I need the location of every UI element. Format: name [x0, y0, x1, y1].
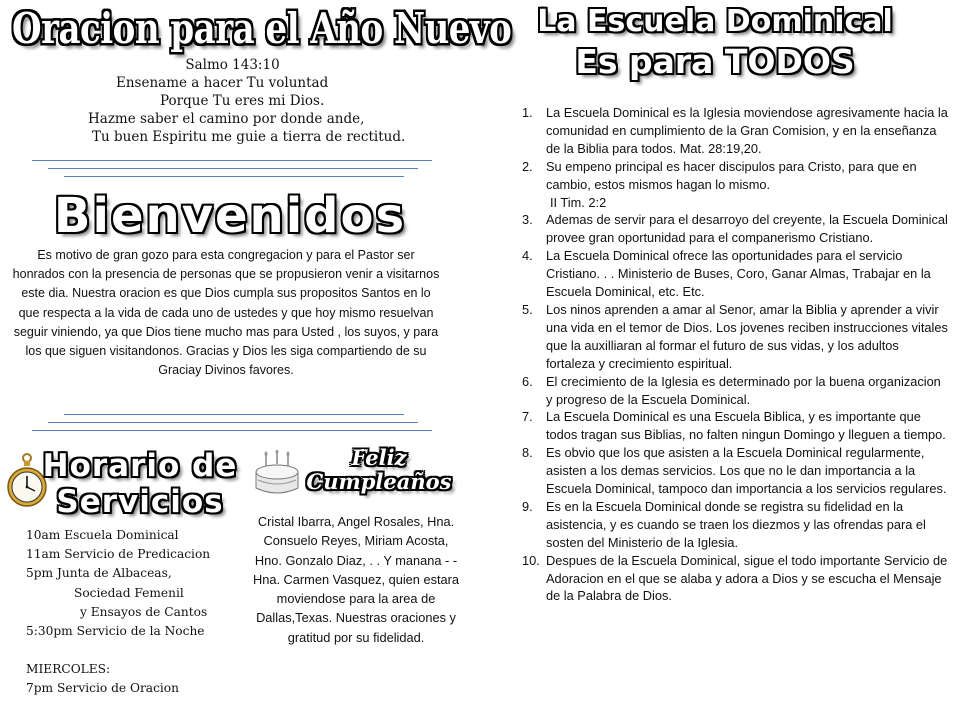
list-item: 2. Su empeno principal es hacer discipulos para Cristo, para que en cambio, estos mismos hagan lo mismo. II Tim. 2:2	[508, 158, 950, 212]
divider-line	[48, 168, 418, 169]
salmo-line: Porque Tu eres mi Dios.	[160, 93, 325, 109]
salmo-reference: Salmo 143:10	[185, 57, 280, 73]
salmo-line: Hazme saber el camino por donde ande,	[88, 111, 365, 127]
schedule-line: 7pm Servicio de Oracion	[26, 681, 179, 696]
schedule-line	[26, 641, 236, 660]
horario-title-line: Horario de	[42, 448, 238, 484]
schedule-line: Sociedad Femenil	[74, 585, 184, 600]
scripture-reference: II Tim. 2:2	[550, 194, 607, 210]
service-schedule	[26, 526, 236, 699]
schedule-line: 5:30pm Servicio de la Noche	[26, 624, 205, 639]
divider-line	[64, 176, 404, 177]
schedule-line: 11am Servicio de Predicacion	[26, 547, 211, 562]
schedule-line: 10am Escuela Dominical	[26, 528, 179, 542]
escuela-list	[508, 104, 950, 605]
list-item: 3. Ademas de servir para el desarroyo del creyente, la Escuela Dominical provee gran oportunidad para el companerismo Cristiano.	[522, 212, 948, 246]
schedule-line: MIERCOLES:	[26, 662, 111, 677]
schedule-line: 5pm Junta de Albaceas,	[26, 566, 172, 581]
feliz-title-line: Feliz	[351, 445, 407, 470]
escuela-title	[480, 2, 950, 82]
salmo-line: Tu buen Espiritu me guie a tierra de rectitud.	[92, 129, 406, 145]
feliz-cumpleanos-title	[300, 446, 458, 494]
divider-line	[64, 414, 404, 415]
bienvenidos-title: Bienvenidos	[53, 188, 407, 244]
escuela-title-line: Es para TODOS	[575, 42, 855, 81]
salmo-line: Ensename a hacer Tu voluntad	[116, 75, 329, 91]
bienvenidos-paragraph: Es motivo de gran gozo para esta congregacion y para el Pastor ser honrados con la presencia de personas que se propusieron venir a visitarnos este dia. Nuestra oracion es que Dios cumpla sus propositos Santos en lo que respecta a la vida de cada uno de ustedes y que hoy mismo resuelvan seguir viniendo, ya que Dios tiene mucho mas para Usted , los suyos, y para los que siguen visitandonos. Gracias y Dios les siga compartiendo de su Graciay Divinos favores.	[12, 248, 440, 378]
list-item: 9. Es en la Escuela Dominical donde se registra su fidelidad en la asistencia, y es cuando se traen los diezmos y las ofrendas para el sosten del Ministerio de la Iglesia.	[522, 498, 926, 550]
birthday-cake-icon	[252, 450, 302, 498]
list-item: 8. Es obvio que los que asisten a la Escuela Dominical regularmente, asisten a los demas servicios. Los que no le dan importancia a la Escuela Dominical, tampoco dan importancia a los servicios regulares.	[522, 445, 947, 497]
list-item: 4. La Escuela Dominical ofrece las oportunidades para el servicio Cristiano. . . Ministerio de Buses, Coro, Ganar Almas, Trabajar en la Escuela Dominical, etc. Etc.	[522, 248, 931, 300]
list-item: 10. Despues de la Escuela Dominical, sigue el todo importante Servicio de Adoracion en el que se alaba y adora a Dios y se escucha el Mensaje de la Palabra de Dios.	[522, 552, 948, 604]
horario-title	[40, 448, 240, 520]
divider-line	[32, 430, 432, 431]
birthday-names: Cristal Ibarra, Angel Rosales, Hna. Consuelo Reyes, Miriam Acosta, Hno. Gonzalo Diaz, . . Y manana - - Hna. Carmen Vasquez, quien estara moviendose para la area de Dallas,Texas. Nuestras oraciones y gratitud por su fidelidad.	[252, 514, 460, 645]
divider-line	[48, 422, 418, 423]
feliz-title-line: Cumpleaños	[306, 469, 452, 494]
list-item: 7. La Escuela Dominical es una Escuela Biblica, y es importante que todos tragan sus Biblias, no falten ningun Domingo y lleguen a tiempo.	[522, 409, 946, 443]
list-item: 5. Los ninos aprenden a amar al Senor, amar la Biblia y aprender a vivir una vida en el temor de Dios. Los jovenes reciben instrucciones vitales que la auxilliaran al formar el futuro de sus vidas, y los adultos fortaleza y crecimiento espiritual.	[522, 301, 948, 371]
list-item: 1. La Escuela Dominical es la Iglesia moviendose agresivamente hacia la comunidad en cumplimiento de la Gran Comision, y en la enseñanza de la Biblia para todos. Mat. 28:19,20.	[522, 105, 948, 156]
list-item: 6. El crecimiento de la Iglesia es determinado por la buena organizacion y progreso de la Escuela Dominical.	[522, 373, 941, 407]
schedule-line: y Ensayos de Cantos	[80, 604, 208, 619]
divider-line	[32, 160, 432, 161]
horario-title-line: Servicios	[56, 484, 224, 520]
salmo-verse	[20, 56, 445, 146]
oracion-title: Oracion para el Año Nuevo	[12, 4, 512, 54]
escuela-title-line: La Escuela Dominical	[537, 4, 893, 39]
